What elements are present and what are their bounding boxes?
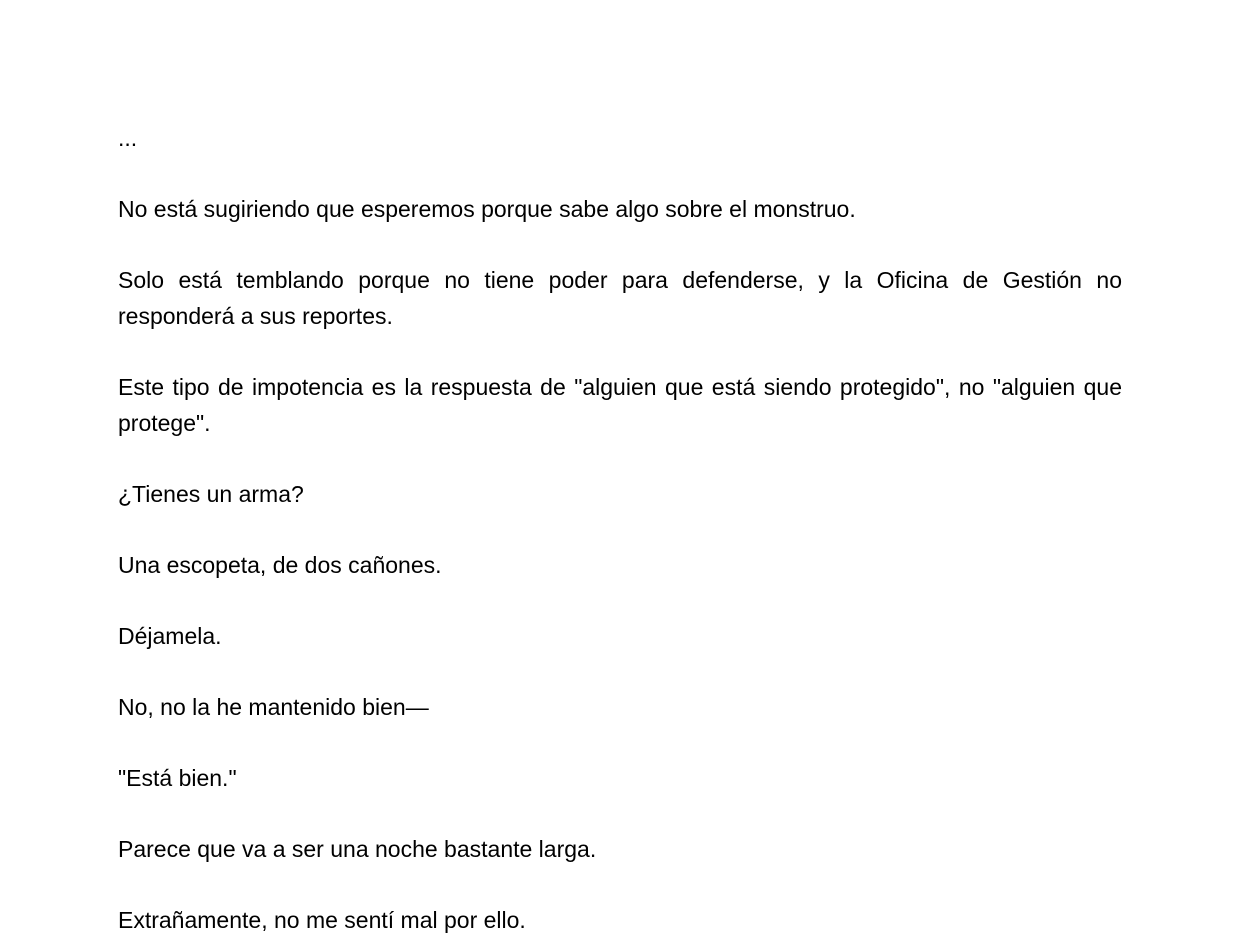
paragraph-10: Extrañamente, no me sentí mal por ello. xyxy=(118,907,526,933)
document-body xyxy=(118,120,1122,938)
paragraph-3: Este tipo de impotencia es la respuesta de "alguien que está siendo protegido", no "alguien que protege". xyxy=(118,374,1122,436)
paragraph-7: No, no la he mantenido bien— xyxy=(118,694,429,720)
paragraph-1: No está sugiriendo que esperemos porque sabe algo sobre el monstruo. xyxy=(118,196,856,222)
paragraph-2: Solo está temblando porque no tiene poder para defenderse, y la Oficina de Gestión no responderá a sus reportes. xyxy=(118,267,1122,329)
paragraph-ellipsis: ... xyxy=(118,125,138,151)
paragraph-4: ¿Tienes un arma? xyxy=(118,481,304,507)
paragraph-9: Parece que va a ser una noche bastante larga. xyxy=(118,836,597,862)
paragraph-6: Déjamela. xyxy=(118,623,222,649)
paragraph-5: Una escopeta, de dos cañones. xyxy=(118,552,442,578)
paragraph-8: "Está bien." xyxy=(118,765,237,791)
